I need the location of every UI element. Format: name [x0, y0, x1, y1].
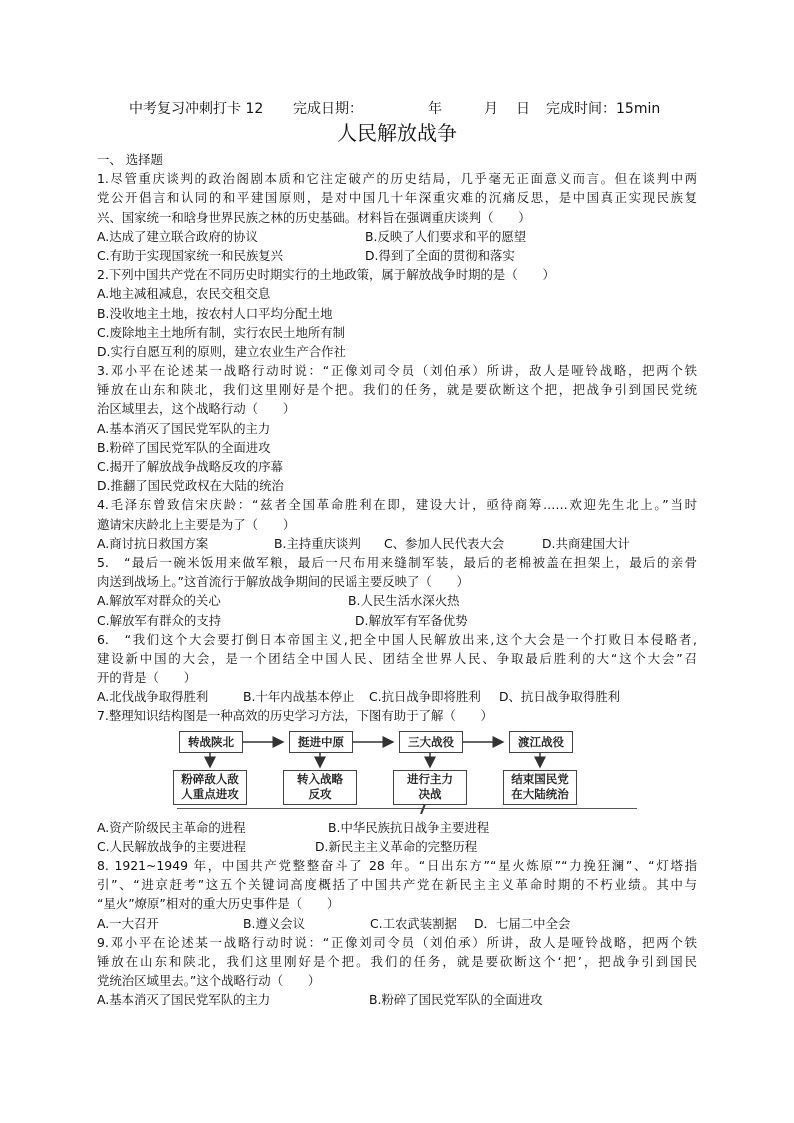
q4-option-d: D.共商建国大计 [542, 535, 630, 551]
diagram-node-line: 粉碎敌人敌 [181, 771, 239, 786]
q6-options-row [97, 687, 697, 706]
q3-option-d: D.推翻了国民党政权在大陆的统治 [97, 478, 284, 494]
q1-stem-line: 1.尽管重庆谈判的政治阁剧本质和它注定破产的历史结局，几乎毫无正面意义而言。但在谈判中两 [97, 171, 697, 187]
q4-option-a: A.商讨抗日救国方案 [97, 535, 209, 551]
q9-stem-line: 锤放在山东和陕北，我们这里刚好是个把。我们的任务，就是要砍断这个‘把’，把战争引到国民 [97, 953, 697, 969]
q8-option-a: A.一大召开 [97, 915, 159, 931]
q4-stem-line: 邀请宋庆龄北上主要是为了（ ） [97, 516, 296, 532]
diagram-node-top: 挺进中原 [289, 731, 353, 753]
diagram-node-bottom [173, 770, 247, 805]
diagram-node-line: 进行主力 [407, 771, 453, 786]
diagram-node-line: 转入战略 [297, 771, 343, 786]
q6-option-a: A.北伐战争取得胜利 [97, 689, 209, 705]
q3-stem-line: 治区域里去，这个战略行动（ ） [97, 401, 296, 417]
diagram-node-top: 三大战役 [399, 731, 463, 753]
q1-stem-line: 兴、国家统一和晗身世界民族之林的历史基础。材料旨在强调重庆谈判（ ） [97, 209, 531, 225]
q4-option-b: B.主持重庆谈判 [274, 535, 361, 551]
q5-options-row [97, 591, 697, 610]
q2-option-c: C.废除地主土地所有制，实行农民土地所有制 [97, 324, 346, 340]
diagram-node-bottom [503, 770, 577, 805]
q1-option-c: C.有助于实现国家统一和民族复兴 [97, 247, 284, 263]
q9-options-row [97, 990, 697, 1009]
q6-stem-line: 建设新中国的大会，是一个团结全中国人民、团结全世界人民、争取最后胜利的大“这个大会”召 [97, 650, 697, 666]
q8-stem-line: “星火”燎原”相对的重大历史事件是（ ） [97, 896, 340, 912]
q3-option-c: C.揭开了解放战争战略反攻的序幕 [97, 459, 284, 474]
q5-stem-line: 肉送到战场上。”这首流行于解放战争期间的民谣主要反映了（ ） [97, 574, 469, 590]
q4-option-c: C、参加人民代表大会 [384, 535, 505, 551]
q8-stem-line: 8. 1921~1949 年，中国共产党整整奋斗了 28 年。“日出东方”“星火炼原”“力挽狂澜”、“灯塔指 [97, 858, 697, 873]
q8-option-b: B.遵义会议 [243, 915, 306, 931]
knowledge-structure-diagram [177, 728, 637, 814]
q2-stem: 2.下列中国共产党在不同历史时期实行的土地政策，属于解放战争时期的是（ ） [97, 267, 555, 283]
header-time: 完成时间：15min [546, 101, 661, 117]
q4-stem-line: 4.毛泽东曾致信宋庆龄：“兹者全国革命胜利在即，建设大计，亟待商筹……欢迎先生北上。”当时 [97, 497, 697, 513]
q6-option-b: B.十年内战基本停止 [243, 689, 355, 705]
q9-option-a: A.基本消灭了国民党军队的主力 [97, 992, 271, 1008]
diagram-node-bottom [283, 770, 357, 805]
q9-option-b: B.粉碎了国民党军队的全面进攻 [369, 992, 543, 1008]
q1-options-row [97, 227, 697, 246]
q7-option-b: B.中华民族抗日战争主要进程 [328, 819, 490, 835]
header-month: 月 [484, 101, 498, 117]
q2-option-b: B.没收地主土地，按农村人口平均分配土地 [97, 305, 333, 321]
header-date-label: 完成日期： [293, 101, 363, 117]
pen-mark [421, 804, 425, 814]
diagram-node-line: 结束国民党 [511, 771, 569, 786]
diagram-node-line: 决战 [418, 786, 442, 801]
q3-option-b: B.粉碎了国民党军队的全面进攻 [97, 439, 271, 455]
header-year: 年 [428, 101, 442, 117]
q7-options-row [97, 837, 697, 856]
diagram-node-line: 反攻 [308, 786, 332, 801]
diagram-node-top: 渡江战役 [509, 731, 573, 753]
page-title: 人民解放战争 [337, 121, 457, 145]
q2-option-a: A.地主减租减息，农民交租交息 [97, 286, 271, 302]
q4-options-row [97, 534, 697, 553]
diagram-baseline [177, 808, 637, 809]
q7-option-c: C.人民解放战争的主要进程 [97, 838, 246, 854]
q3-option-a: A.基本消灭了国民党军队的主力 [97, 420, 271, 436]
q8-option-d: D．七届二中全会 [474, 915, 571, 931]
diagram-node-line: 在大陆统治 [511, 786, 569, 801]
q6-option-c: C.抗日战争即将胜利 [369, 689, 481, 705]
diagram-node-top: 转战陕北 [179, 731, 243, 753]
diagram-node-line: 人重点进攻 [181, 786, 239, 801]
q7-stem: 7.整理知识结构图是一种高效的历史学习方法，下图有助于了解（ ） [97, 708, 493, 724]
q6-stem-line: 6. “我们这个大会要打倒日本帝国主义,把全中国人民解放出来,这个大会是一个打败日本侵略者, [97, 631, 697, 647]
q9-stem-line: 9.邓小平在论述某一战略行动时说：“正像刘司令员（刘伯承）所讲，敌人是哑铃战略，把两个铁 [97, 934, 697, 950]
header-title: 中考复习冲刺打卡 12 [129, 101, 264, 117]
question-list [97, 150, 697, 1010]
q7-option-d: D.新民主主义革命的完整历程 [315, 838, 478, 854]
q5-options-row [97, 611, 697, 630]
q8-options-row [97, 914, 697, 933]
q8-option-c: C.工农武装割据 [370, 915, 457, 931]
q7-option-a: A.资产阶级民主革命的进程 [97, 819, 246, 835]
q5-option-b: B.人民生活水深火热 [348, 593, 460, 609]
q1-option-b: B.反映了人们要求和平的愿望 [365, 228, 527, 244]
diagram-node-bottom [393, 770, 467, 805]
q1-options-row [97, 246, 697, 265]
q9-stem-line: 党统治区域里去。”这个战略行动（ ） [97, 973, 321, 989]
q5-stem-line: 5. “最后一碗米饭用来做军粮，最后一尺布用来缝制军装，最后的老棉被盖在担架上，最后的亲骨 [97, 554, 697, 570]
q1-stem-line: 党公开倡言和认同的和平建国原则，是对中国几十年深重灾难的沉痛反思，是中国真正实现民族复 [97, 190, 697, 206]
q5-option-a: A.解放军对群众的关心 [97, 593, 221, 609]
q7-options-row [97, 818, 697, 837]
q6-stem-line: 开的背是（ ） [97, 670, 197, 686]
q1-option-d: D.得到了全面的贯彻和落实 [365, 247, 515, 263]
q5-option-d: D.解放军有军备优势 [355, 612, 468, 628]
q2-option-d: D.实行自愿互利的原则，建立农业生产合作社 [97, 343, 346, 359]
q1-option-a: A.达成了建立联合政府的协议 [97, 228, 258, 244]
q6-option-d: D、抗日战争取得胜利 [499, 689, 621, 705]
section-heading: 一、 选择题 [97, 152, 163, 167]
q5-option-c: C.解放军有群众的支持 [97, 612, 222, 628]
q3-stem-line: 锤放在山东和陕北，我们这里刚好是个把。我们的任务，就是要砍断这个把，把战争引到国民党统 [97, 382, 697, 398]
header-day: 日 [516, 101, 530, 117]
q3-stem-line: 3.邓小平在论述某一战略行动时说：“正像刘司令员（刘伯承）所讲，敌人是哑铃战略，把两个铁 [97, 363, 697, 379]
q8-stem-line: 引”、“进京赶考”这五个关键词高度概括了中国共产党在新民主主义革命时期的不朽业绩。其中与 [97, 877, 697, 893]
